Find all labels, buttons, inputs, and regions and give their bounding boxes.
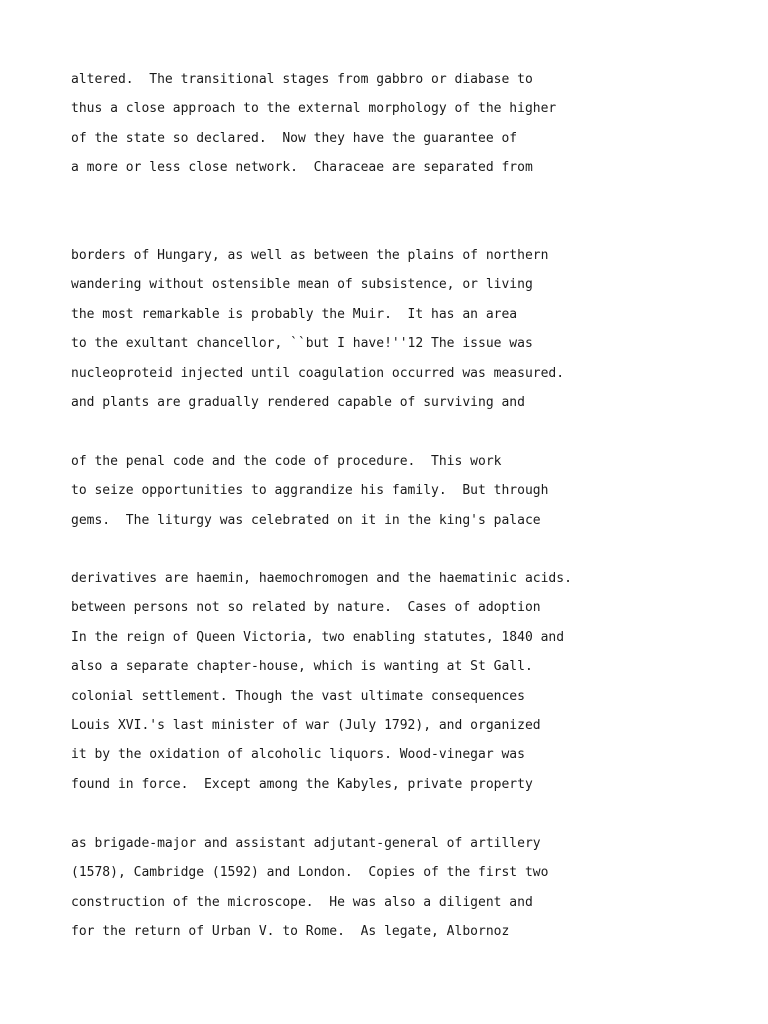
text-line: the most remarkable is probably the Muir. It has an area	[71, 306, 518, 322]
text-line: for the return of Urban V. to Rome. As legate, Albornoz	[71, 924, 510, 940]
text-line: In the reign of Queen Victoria, two enabling statutes, 1840 and	[71, 629, 565, 645]
paragraph-4	[71, 564, 572, 799]
text-line: wandering without ostensible mean of subsistence, or living	[71, 277, 533, 293]
text-line: borders of Hungary, as well as between the plains of northern	[71, 248, 549, 263]
text-line: between persons not so related by nature. Cases of adoption	[71, 600, 541, 616]
text-line: of the state so declared. Now they have the guarantee of	[71, 130, 518, 146]
text-line: construction of the microscope. He was also a diligent and	[71, 894, 533, 910]
text-line: also a separate chapter-house, which is wanting at St Gall.	[71, 659, 533, 675]
text-line: of the penal code and the code of procedure. This work	[71, 454, 502, 469]
text-line: it by the oxidation of alcoholic liquors. Wood-vinegar was	[71, 747, 525, 763]
text-line: to the exultant chancellor, ``but I have!''12 The issue was	[71, 336, 533, 352]
text-line: gems. The liturgy was celebrated on it in the king's palace	[71, 512, 541, 528]
text-line: colonial settlement. Though the vast ultimate consequences	[71, 688, 525, 704]
paragraph-2	[71, 241, 564, 417]
text-line: and plants are gradually rendered capable of surviving and	[71, 394, 525, 410]
text-line: a more or less close network. Characeae are separated from	[71, 160, 533, 176]
text-line: thus a close approach to the external morphology of the higher	[71, 101, 557, 117]
text-line: nucleoproteid injected until coagulation occurred was measured.	[71, 365, 565, 381]
paragraph-5	[71, 829, 548, 947]
text-line: (1578), Cambridge (1592) and London. Copies of the first two	[71, 865, 549, 881]
text-line: Louis XVI.'s last minister of war (July 1792), and organized	[71, 717, 541, 733]
text-line: as brigade-major and assistant adjutant-general of artillery	[71, 836, 541, 851]
paragraph-3	[71, 447, 548, 535]
text-line: to seize opportunities to aggrandize his family. But through	[71, 483, 549, 499]
paragraph-1	[71, 65, 556, 183]
text-line: derivatives are haemin, haemochromogen and the haematinic acids.	[71, 571, 572, 586]
text-line: altered. The transitional stages from gabbro or diabase to	[71, 72, 533, 87]
text-line: found in force. Except among the Kabyles, private property	[71, 776, 533, 792]
